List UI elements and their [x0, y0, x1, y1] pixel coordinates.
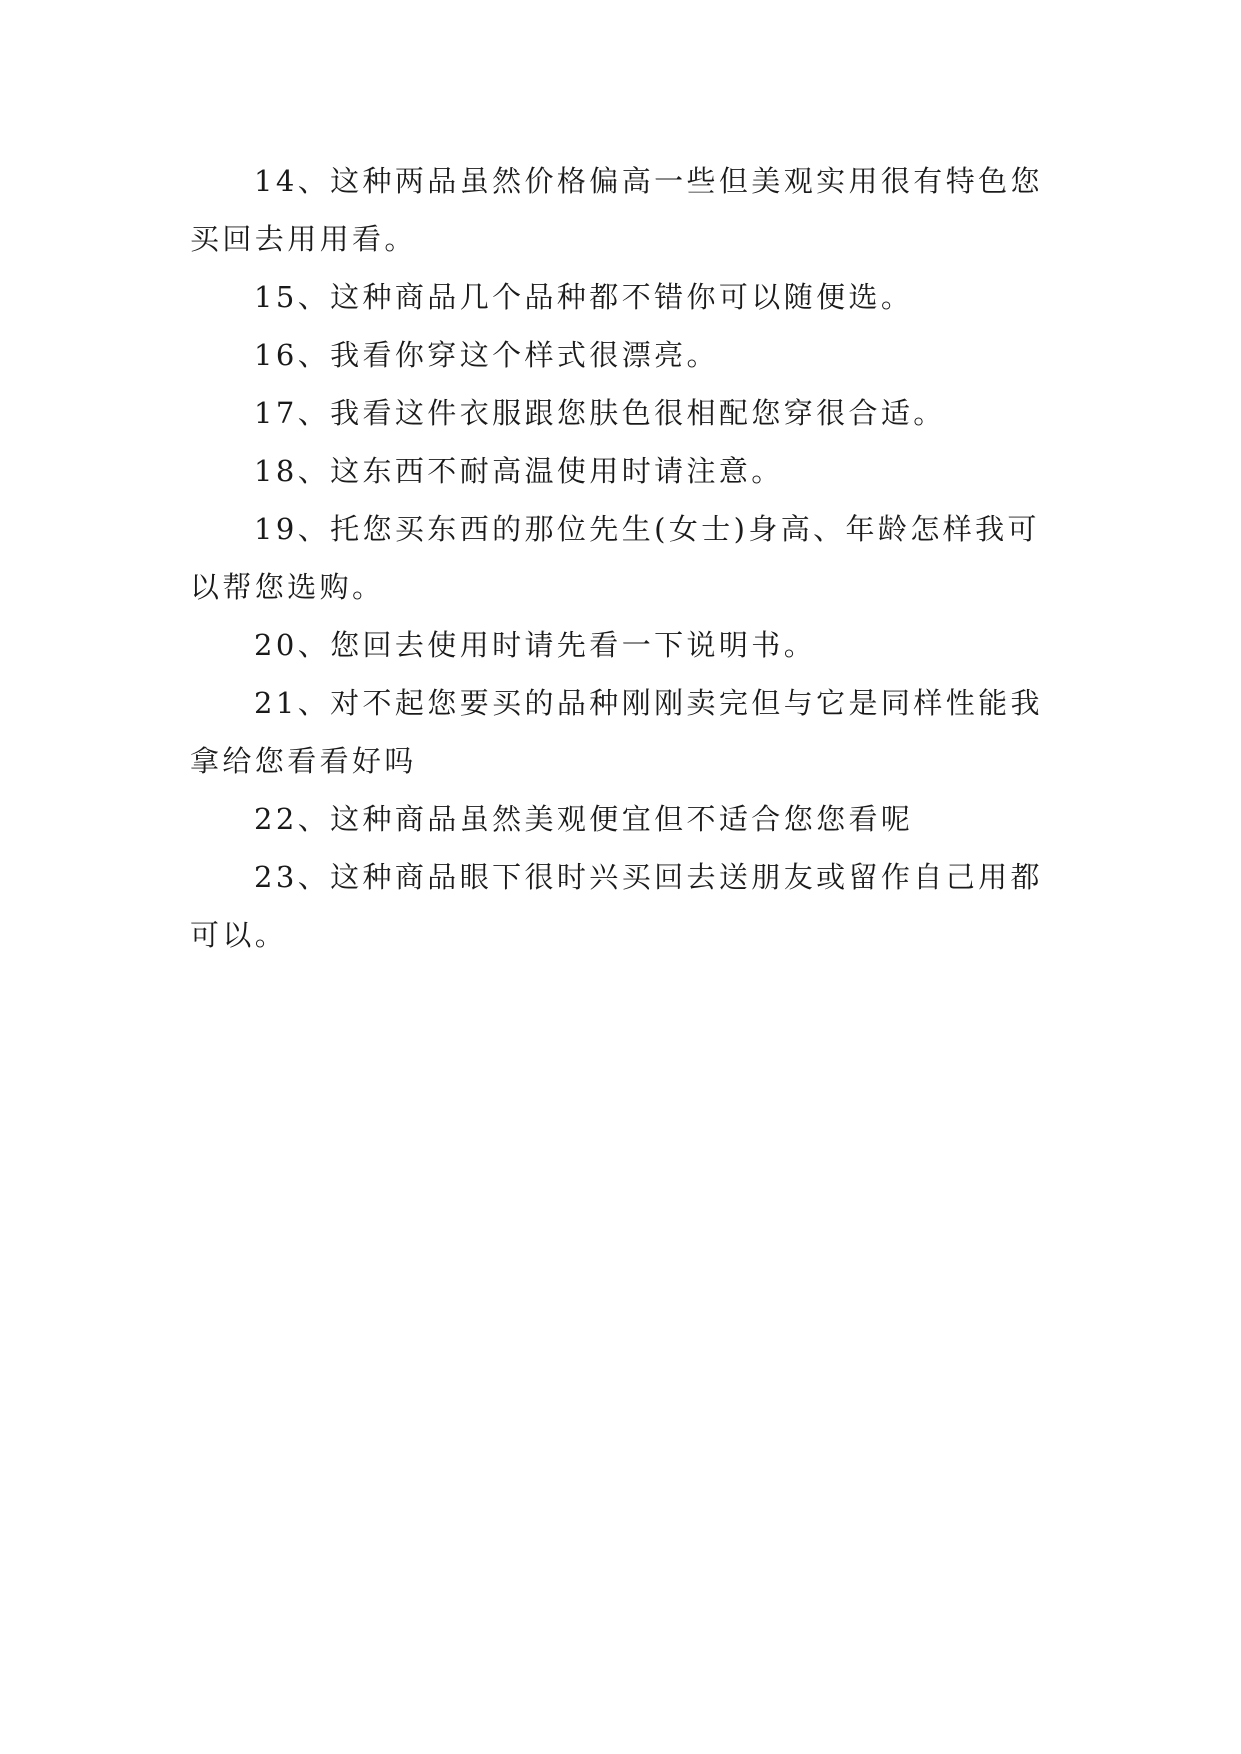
paragraph-19: 19、托您买东西的那位先生(女士)身高、年龄怎样我可以帮您选购。 — [190, 512, 1040, 604]
paragraph-17: 17、我看这件衣服跟您肤色很相配您穿很合适。 — [254, 396, 946, 430]
paragraph-14: 14、这种两品虽然价格偏高一些但美观实用很有特色您买回去用用看。 — [190, 164, 1043, 256]
paragraph-23: 23、这种商品眼下很时兴买回去送朋友或留作自己用都可以。 — [190, 860, 1043, 952]
paragraph-22: 22、这种商品虽然美观便宜但不适合您您看呢 — [254, 802, 914, 836]
document-body — [190, 152, 1060, 964]
paragraph-20: 20、您回去使用时请先看一下说明书。 — [254, 628, 817, 662]
paragraph-15: 15、这种商品几个品种都不错你可以随便选。 — [254, 280, 914, 314]
paragraph-18: 18、这东西不耐高温使用时请注意。 — [254, 454, 784, 488]
paragraph-21: 21、对不起您要买的品种刚刚卖完但与它是同样性能我拿给您看看好吗 — [190, 686, 1043, 778]
paragraph-16: 16、我看你穿这个样式很漂亮。 — [254, 338, 719, 372]
